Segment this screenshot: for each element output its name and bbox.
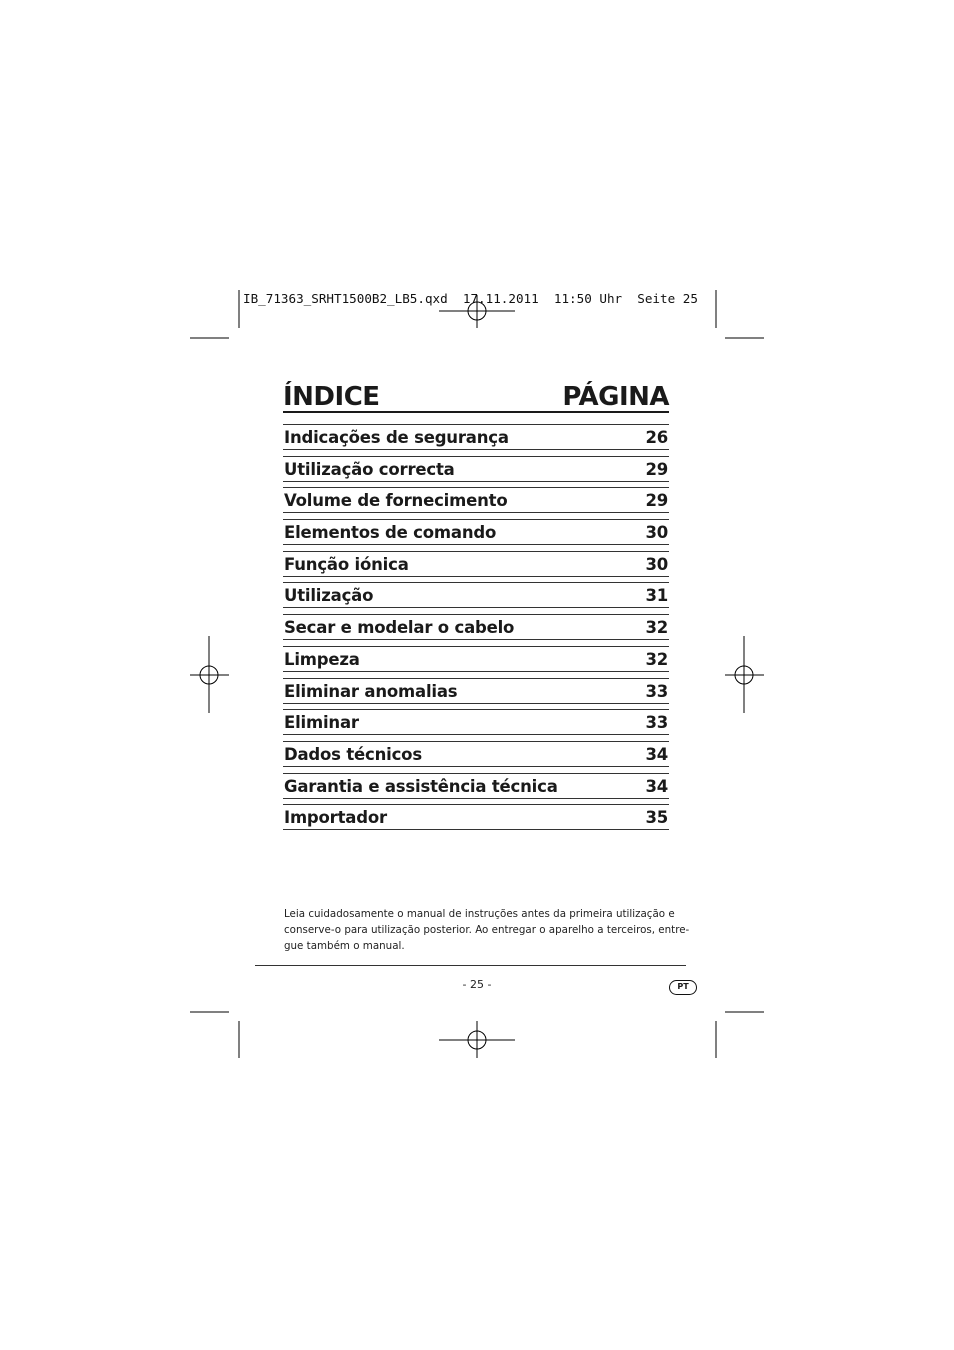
toc-entry-title: Utilização correcta — [284, 459, 455, 479]
usage-note-line: Leia cuidadosamente o manual de instruções antes da primeira utilização e — [284, 908, 675, 920]
toc-entry-title: Eliminar anomalias — [284, 681, 458, 701]
page-heading: PÁGINA — [562, 382, 669, 412]
toc-header — [283, 381, 669, 413]
toc-entry-title: Importador — [284, 808, 387, 828]
usage-note — [284, 906, 690, 954]
toc-entry-title: Secar e modelar o cabelo — [284, 618, 515, 638]
toc-entry-page: 29 — [645, 459, 668, 479]
toc-entry-page: 35 — [645, 808, 668, 828]
registration-mark-bottom — [439, 1021, 515, 1058]
registration-mark-left — [190, 636, 229, 713]
toc-entry — [283, 773, 669, 799]
index-heading: ÍNDICE — [283, 382, 380, 412]
toc-entry-title: Utilização — [284, 586, 374, 606]
toc-entry-page: 34 — [645, 776, 668, 796]
toc-entry-title: Dados técnicos — [284, 744, 422, 764]
registration-mark-right — [725, 636, 764, 713]
toc-entry — [283, 487, 669, 513]
toc-entry-page: 30 — [645, 554, 668, 574]
toc-entry — [283, 424, 669, 450]
table-of-contents — [283, 424, 669, 836]
toc-entry-page: 33 — [645, 681, 668, 701]
toc-entry-title: Eliminar — [284, 713, 359, 733]
toc-entry-title: Indicações de segurança — [284, 428, 509, 447]
toc-entry — [283, 678, 669, 704]
toc-entry — [283, 519, 669, 545]
toc-entry — [283, 804, 669, 830]
footer-divider — [255, 965, 686, 966]
toc-entry-title: Elementos de comando — [284, 523, 497, 543]
usage-note-line: conserve-o para utilização posterior. Ao entregar o aparelho a terceiros, entre- — [284, 924, 690, 936]
toc-entry-page: 34 — [645, 744, 668, 764]
toc-entry-title: Volume de fornecimento — [284, 491, 508, 511]
toc-entry-page: 30 — [645, 523, 668, 543]
toc-entry-page: 31 — [645, 586, 668, 606]
toc-entry — [283, 614, 669, 640]
toc-entry — [283, 582, 669, 608]
print-slug-header: IB_71363_SRHT1500B2_LB5.qxd 17.11.2011 11:50 Uhr Seite 25 — [243, 291, 698, 306]
toc-entry — [283, 709, 669, 735]
toc-entry-page: 32 — [645, 618, 668, 638]
toc-entry — [283, 456, 669, 482]
usage-note-line: gue também o manual. — [284, 940, 405, 952]
toc-entry-page: 29 — [645, 491, 668, 511]
toc-entry-title: Função iónica — [284, 554, 409, 574]
toc-entry-title: Garantia e assistência técnica — [284, 776, 558, 796]
toc-entry — [283, 551, 669, 577]
toc-entry-title: Limpeza — [284, 649, 360, 669]
toc-entry-page: 26 — [645, 428, 668, 447]
toc-entry-page: 33 — [645, 713, 668, 733]
language-badge: PT — [669, 980, 697, 995]
registration-mark-top — [439, 295, 515, 328]
toc-entry — [283, 741, 669, 767]
toc-entry-page: 32 — [645, 649, 668, 669]
toc-entry — [283, 646, 669, 672]
page-number: - 25 - — [462, 978, 492, 991]
